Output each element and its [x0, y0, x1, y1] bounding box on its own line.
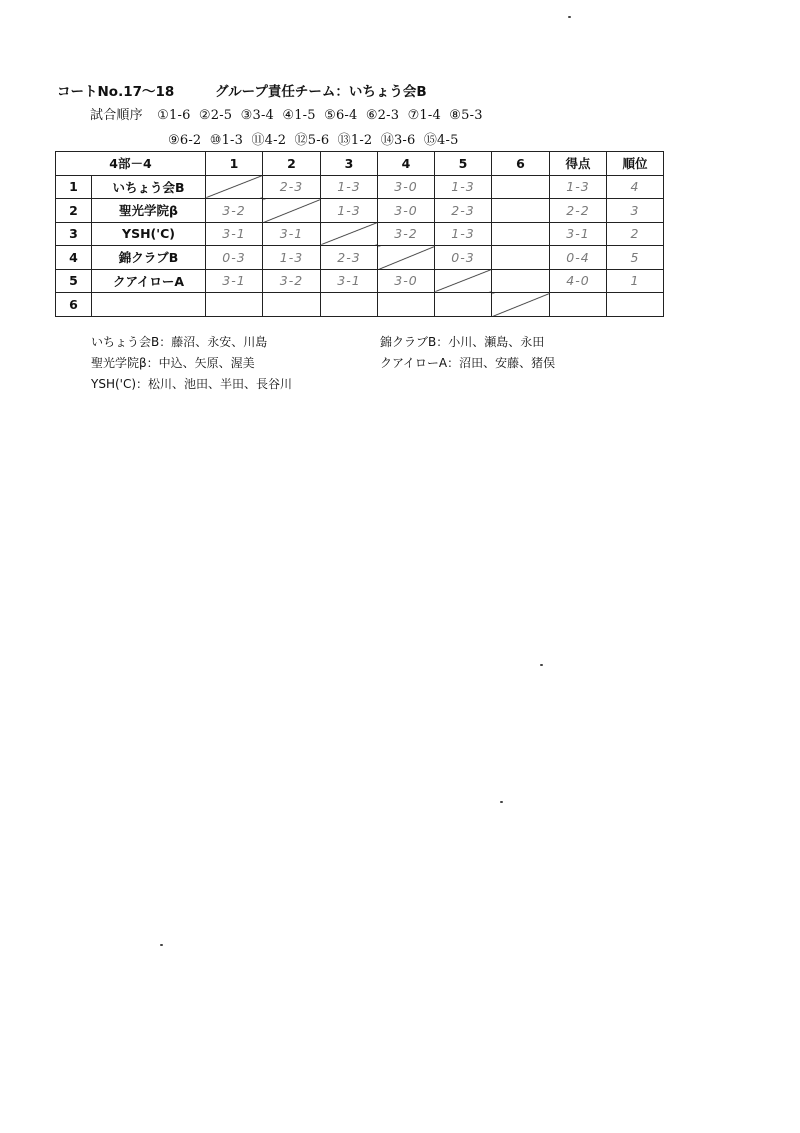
score-cell [435, 293, 492, 317]
match-order-item: ⑨6-2 [168, 133, 202, 148]
rank-cell: 2 [607, 222, 664, 246]
self-match-cell [263, 199, 321, 223]
row-number: 5 [56, 269, 92, 293]
score-cell: 2-3 [263, 175, 321, 199]
column-header: 4 [378, 152, 435, 176]
match-order-item: ⑥2-3 [365, 108, 400, 123]
points-cell [550, 293, 607, 317]
score-cell [492, 199, 550, 223]
rank-cell: 1 [607, 269, 664, 293]
match-order-item: ⑮4-5 [423, 133, 459, 148]
table-row [56, 199, 664, 223]
rank-cell [607, 293, 664, 317]
column-header: 3 [321, 152, 378, 176]
team-members: YSH('C)：松川、池田、半田、長谷川 [91, 377, 293, 391]
court-number: コートNo.17～18 [57, 84, 175, 100]
score-cell: 3-2 [263, 269, 321, 293]
scan-speck [540, 664, 543, 666]
match-order-item: ⑦1-4 [407, 108, 441, 123]
rank-cell: 4 [607, 175, 664, 199]
row-number: 1 [56, 175, 92, 199]
score-cell [206, 293, 263, 317]
team-name: 錦クラブB [92, 246, 206, 270]
table-row [56, 175, 664, 199]
division-label: 4部－4 [56, 152, 206, 176]
table-row [56, 293, 664, 317]
column-header: 6 [492, 152, 550, 176]
score-cell: 3-1 [321, 269, 378, 293]
table-row [56, 222, 664, 246]
rank-cell: 3 [607, 199, 664, 223]
team-members: 聖光学院β：中込、矢原、渥美 [91, 356, 255, 370]
match-order-item: ⑧5-3 [449, 108, 483, 123]
score-cell: 3-0 [378, 175, 435, 199]
score-cell: 3-1 [206, 269, 263, 293]
members-list-right [380, 332, 555, 374]
match-order-item: ①1-6 [157, 108, 191, 123]
score-cell [492, 222, 550, 246]
match-order-label: 試合順序 [90, 108, 143, 123]
scan-speck [160, 944, 163, 946]
match-order-item: ⑩1-3 [209, 133, 244, 148]
score-cell: 3-0 [378, 269, 435, 293]
row-number: 2 [56, 199, 92, 223]
rank-cell: 5 [607, 246, 664, 270]
points-cell: 4-0 [550, 269, 607, 293]
score-cell: 3-2 [206, 199, 263, 223]
score-cell: 1-3 [263, 246, 321, 270]
table-row [56, 269, 664, 293]
match-order-item: ④1-5 [282, 108, 316, 123]
match-order-item: ⑫5-6 [294, 133, 330, 148]
self-match-cell [321, 222, 378, 246]
score-cell: 3-0 [378, 199, 435, 223]
score-cell [263, 293, 321, 317]
score-cell: 2-3 [321, 246, 378, 270]
score-cell: 0-3 [435, 246, 492, 270]
team-name [92, 293, 206, 317]
score-cell [492, 269, 550, 293]
score-cell: 1-3 [435, 222, 492, 246]
score-cell [378, 293, 435, 317]
match-order-line-2 [168, 129, 463, 148]
match-order-item: ②2-5 [198, 108, 233, 123]
points-cell: 2-2 [550, 199, 607, 223]
score-cell [492, 246, 550, 270]
match-order-item: ⑬1-2 [337, 133, 373, 148]
match-order-item: ⑪4-2 [251, 133, 287, 148]
column-header: 得点 [550, 152, 607, 176]
scan-speck [500, 801, 503, 803]
team-name: YSH('C) [92, 222, 206, 246]
team-members: クアイローA：沼田、安藤、猪俣 [380, 356, 556, 370]
self-match-cell [378, 246, 435, 270]
score-cell: 0-3 [206, 246, 263, 270]
score-cell: 3-2 [378, 222, 435, 246]
score-cell [492, 175, 550, 199]
team-members: 錦クラブB：小川、瀬島、永田 [380, 335, 545, 349]
column-header: 1 [206, 152, 263, 176]
self-match-cell [206, 175, 263, 199]
members-list-left [91, 332, 292, 395]
table-row [56, 246, 664, 270]
team-members: いちょう会B：藤沼、永安、川島 [91, 335, 268, 349]
results-table [55, 151, 664, 317]
match-order-line-1 [90, 104, 487, 123]
score-cell: 3-1 [206, 222, 263, 246]
column-header: 順位 [607, 152, 664, 176]
sheet-header [57, 80, 427, 100]
match-order-item: ⑤6-4 [324, 108, 358, 123]
scan-speck [568, 16, 571, 18]
column-header: 5 [435, 152, 492, 176]
score-cell: 3-1 [263, 222, 321, 246]
row-number: 3 [56, 222, 92, 246]
score-cell: 1-3 [435, 175, 492, 199]
team-name: いちょう会B [92, 175, 206, 199]
points-cell: 3-1 [550, 222, 607, 246]
table-header-row [56, 152, 664, 176]
points-cell: 0-4 [550, 246, 607, 270]
responsible-team: グループ責任チーム：いちょう会B [214, 84, 427, 100]
score-cell [321, 293, 378, 317]
match-order-item: ⑭3-6 [380, 133, 416, 148]
match-order-item: ③3-4 [240, 108, 275, 123]
team-name: 聖光学院β [92, 199, 206, 223]
self-match-cell [435, 269, 492, 293]
team-name: クアイローA [92, 269, 206, 293]
column-header: 2 [263, 152, 321, 176]
points-cell: 1-3 [550, 175, 607, 199]
score-cell: 1-3 [321, 199, 378, 223]
score-cell: 1-3 [321, 175, 378, 199]
row-number: 6 [56, 293, 92, 317]
score-cell: 2-3 [435, 199, 492, 223]
self-match-cell [492, 293, 550, 317]
row-number: 4 [56, 246, 92, 270]
